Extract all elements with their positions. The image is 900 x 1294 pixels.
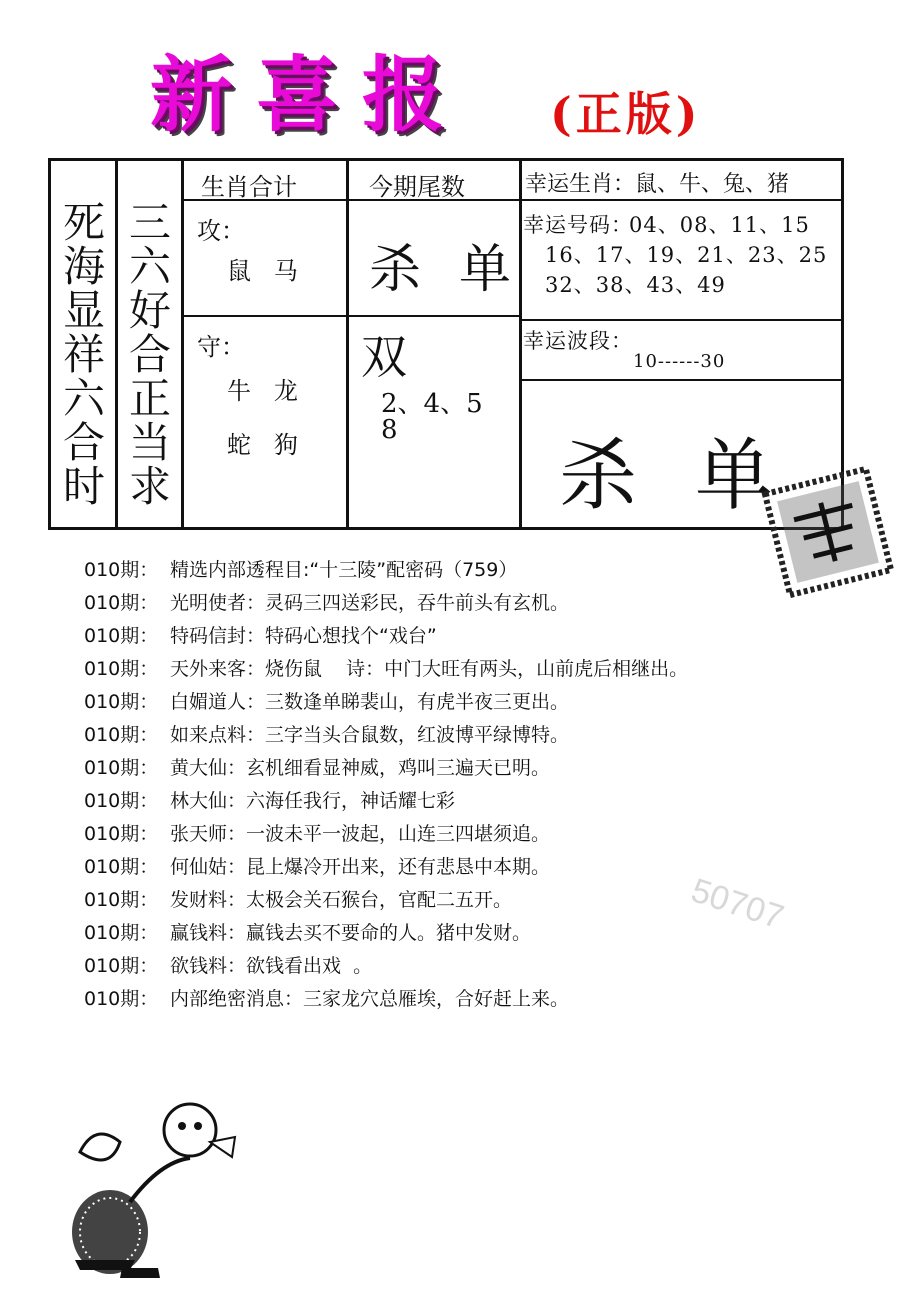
list-item: 010期： 黄大仙：玄机细看显神威，鸡叫三遍天已明。 <box>84 757 551 779</box>
edition-label: (正版) <box>550 87 702 141</box>
masthead <box>140 30 740 143</box>
list-item: 010期： 白媚道人：三数逢单睇裴山，有虎半夜三更出。 <box>84 691 570 713</box>
list-item: 010期： 内部绝密消息：三家龙穴总雁埃，合好赶上来。 <box>84 988 570 1010</box>
lucky-range-label: 幸运波段： <box>523 329 633 353</box>
list-item: 010期： 林大仙：六海任我行，神话耀七彩 <box>84 790 456 812</box>
page-title: 新喜报 <box>150 47 469 143</box>
list-item: 010期： 精选内部透程目:“十三陵”配密码（759） <box>84 559 518 581</box>
list-item: 010期： 如来点料：三字当头合鼠数，红波博平绿博特。 <box>84 724 570 746</box>
watermark-text: 50707 <box>686 871 789 937</box>
list-item: 010期： 发财料：太极会关石猴台，官配二五开。 <box>84 889 513 911</box>
cartoon-figure-icon <box>40 1082 260 1286</box>
list-item: 010期： 欲钱料：欲钱看出戏 。 <box>84 955 373 977</box>
lucky-numbers-label: 幸运号码： <box>523 213 633 237</box>
lucky-numbers-line-3: 32、38、43、49 <box>545 273 726 297</box>
prediction-list <box>84 554 884 1016</box>
tail-numbers-line-2: 8 <box>381 415 398 445</box>
list-item: 010期： 天外来客：烧伤鼠 诗：中门大旺有两头，山前虎后相继出。 <box>84 658 689 680</box>
lucky-range-value: 10------30 <box>633 351 726 372</box>
header-tail-number: 今期尾数 <box>369 173 465 201</box>
left-column-2: 三 六 好 合 正 当 求 <box>128 198 171 511</box>
defend-line-1: 牛 龙 <box>227 377 298 405</box>
defend-line-2: 蛇 狗 <box>227 431 298 459</box>
big-kill-text: 杀单 <box>559 431 832 521</box>
list-item: 010期： 光明使者：灵码三四送彩民，吞牛前头有玄机。 <box>84 592 570 614</box>
info-table <box>48 158 844 530</box>
list-item: 010期： 特码信封：特码心想找个“戏台” <box>84 625 437 647</box>
header-zodiac-total: 生肖合计 <box>201 173 297 201</box>
attack-value: 鼠 马 <box>227 257 298 285</box>
lucky-numbers-line-1: 04、08、11、15 <box>629 213 810 237</box>
attack-label: 攻： <box>197 217 245 245</box>
lucky-numbers-line-2: 16、17、19、21、23、25 <box>545 243 828 267</box>
tail-kill-text: 杀单 <box>369 240 550 300</box>
left-column-1: 死 海 显 祥 六 合 时 <box>62 198 105 511</box>
header-lucky-zodiac: 幸运生肖：鼠、牛、兔、猪 <box>525 172 790 197</box>
list-item: 010期： 何仙姑：昆上爆冷开出来，还有悲恳中本期。 <box>84 856 551 878</box>
tail-numbers-line-1: 2、4、5 <box>381 389 483 419</box>
list-item: 010期： 赢钱料：赢钱去买不要命的人。猪中发财。 <box>84 922 532 944</box>
defend-label: 守： <box>197 333 245 361</box>
tail-even-text: 双 <box>361 330 445 384</box>
list-item: 010期： 张天师：一波未平一波起，山连三四堪须追。 <box>84 823 551 845</box>
